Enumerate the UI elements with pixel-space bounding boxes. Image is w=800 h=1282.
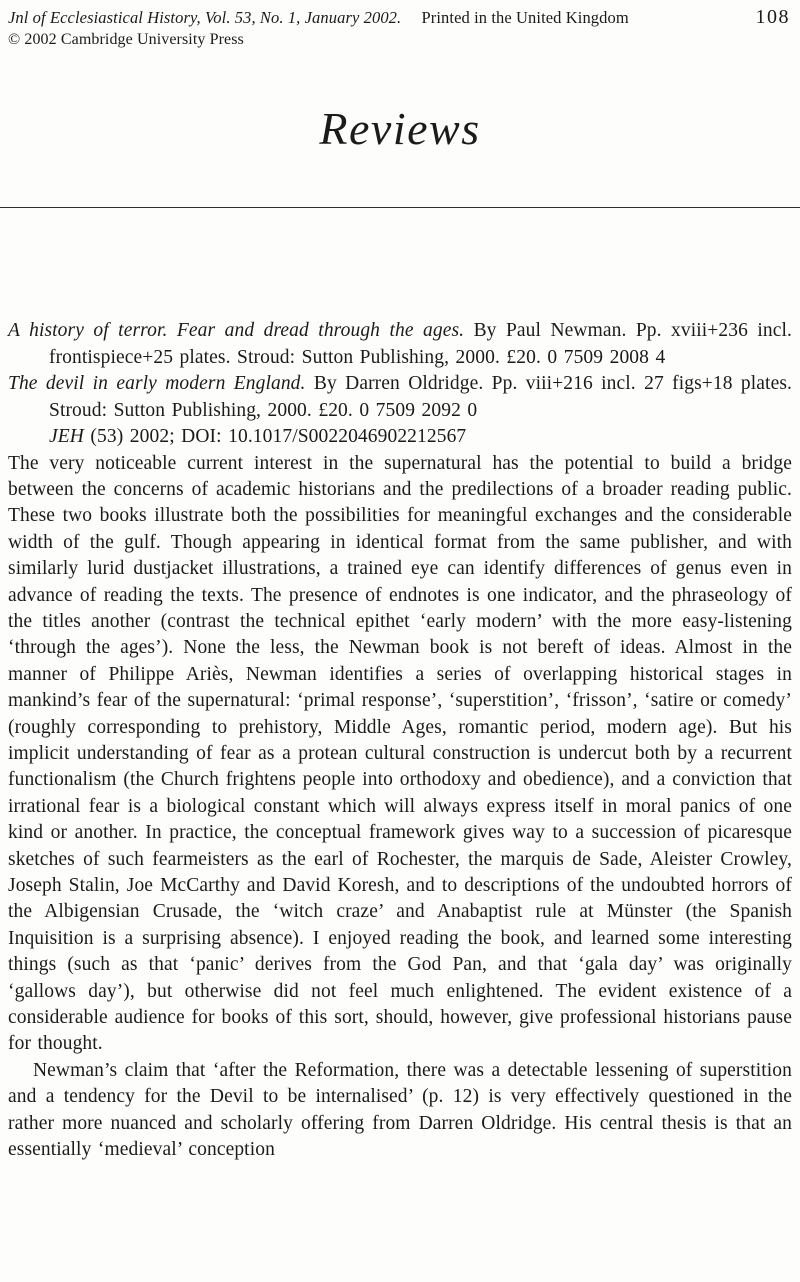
citation-title: A history of terror. Fear and dread through the ages. — [8, 320, 465, 341]
running-head-left — [8, 7, 629, 50]
review-paragraph: The very noticeable current interest in the supernatural has the potential to build a bridge between the concerns of academic historians and the predilections of a broader reading public. These two books illustrate both the possibilities for meaningful exchanges and the considerable width of the gulf. Though appearing in identical format from the same publisher, and with similarly lurid dustjacket illustrations, a trained eye can identify differences of genus even in advance of reading the texts. The presence of endnotes is one indicator, and the phraseology of the titles another (contrast the technical epithet ‘early modern’ with the more easy-listening ‘through the ages’). None the less, the Newman book is not bereft of ideas. Almost in the manner of Philippe Ariès, Newman identifies a series of overlapping historical stages in mankind’s fear of the supernatural: ‘primal response’, ‘superstition’, ‘frisson’, ‘satire or comedy’ (roughly corresponding to prehistory, Middle Ages, romantic period, modern age). But his implicit understanding of fear as a protean cultural construction is undercut both by a recurrent functionalism (the Church frightens people into orthodoxy and obedience), and a conviction that irrational fear is a biological constant which will always express itself in moral panics of one kind or another. In practice, the conceptual framework gives way to a succession of picaresque sketches of such fearmeisters as the earl of Rochester, the marquis de Sade, Aleister Crowley, Joseph Stalin, Joe McCarthy and David Koresh, and to descriptions of the undoubted horrors of the Albigensian Crusade, the ‘witch craze’ and Anabaptist rule at Münster (the Spanish Inquisition is a surprising absence). I enjoyed reading the book, and learned some interesting things (such as that ‘panic’ derives from the God Pan, and that ‘gala day’ was originally ‘gallows day’), but otherwise did not feel much enlightened. The evident existence of a considerable audience for books of this sort, should, however, give professional historians pause for thought. — [8, 452, 792, 1055]
doi-line — [8, 424, 792, 451]
copyright-line: © 2002 Cambridge University Press — [8, 31, 244, 48]
page-number: 108 — [755, 6, 790, 28]
review-paragraph: Newman’s claim that ‘after the Reformation, there was a detectable lessening of superstition and a tendency for the Devil to be internalised’ (p. 12) is very effectively questioned in the rather more nuanced and scholarly offering from Darren Oldridge. His central thesis is that an essentially ‘medieval’ conception — [8, 1059, 792, 1161]
journal-abbrev: JEH — [49, 426, 84, 447]
citations-block — [8, 318, 792, 451]
running-head-line — [8, 7, 629, 28]
book-citation — [8, 318, 792, 371]
review-body — [8, 451, 792, 1164]
printed-in-text: Printed in the United Kingdom — [421, 8, 629, 27]
citation-details: By Darren Oldridge. Pp. viii+216 incl. 27 figs+18 plates. Stroud: Sutton Publishing, 2000. £20. 0 7509 2092 0 — [49, 373, 792, 421]
book-citation — [8, 371, 792, 424]
section-title: Reviews — [319, 103, 481, 154]
section-divider — [0, 207, 800, 208]
doi-text: (53) 2002; DOI: 10.1017/S0022046902212567 — [83, 426, 467, 447]
citation-details: By Paul Newman. Pp. xviii+236 incl. frontispiece+25 plates. Stroud: Sutton Publishing, 2000. £20. 0 7509 2008 4 — [49, 320, 792, 368]
journal-title: Jnl of Ecclesiastical History, Vol. 53, No. 1, January 2002. — [8, 8, 402, 27]
citation-title: The devil in early modern England. — [8, 373, 306, 394]
running-head — [8, 7, 792, 50]
